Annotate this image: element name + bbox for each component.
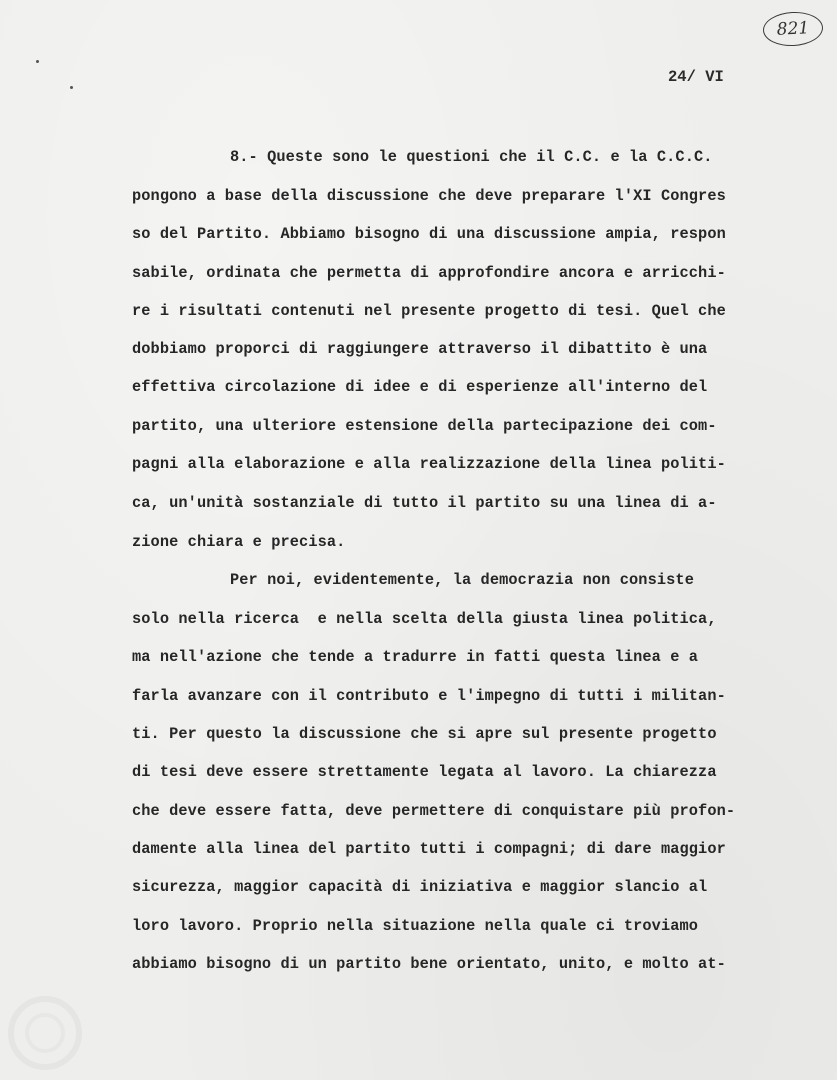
paper-speck [70,86,73,89]
text-line: 8.- Queste sono le questioni che il C.C. e la C.C.C. [230,148,713,166]
text-line: farla avanzare con il contributo e l'impegno di tutti i militan- [132,687,726,705]
text-line: solo nella ricerca e nella scelta della giusta linea politica, [132,610,717,628]
text-line: zione chiara e precisa. [132,533,346,551]
faint-watermark [0,955,120,1080]
text-line: abbiamo bisogno di un partito bene orientato, unito, e molto at- [132,955,726,973]
text-line: ca, un'unità sostanziale di tutto il partito su una linea di a- [132,494,717,512]
archive-stamp-number: 821 [762,10,824,47]
text-line: partito, una ulteriore estensione della partecipazione dei com- [132,417,717,435]
text-line: che deve essere fatta, deve permettere di conquistare più profon- [132,802,736,820]
text-line: di tesi deve essere strettamente legata al lavoro. La chiarezza [132,763,717,781]
text-line: ti. Per questo la discussione che si apre sul presente progetto [132,725,717,743]
page-number: 24/ VI [668,68,724,86]
text-line: sicurezza, maggior capacità di iniziativa e maggior slancio al [132,878,708,896]
text-line: so del Partito. Abbiamo bisogno di una discussione ampia, respon [132,225,726,243]
text-line: pagni alla elaborazione e alla realizzazione della linea politi- [132,455,726,473]
text-line: re i risultati contenuti nel presente progetto di tesi. Quel che [132,302,726,320]
text-line: dobbiamo proporci di raggiungere attraverso il dibattito è una [132,340,708,358]
text-line: damente alla linea del partito tutti i compagni; di dare maggior [132,840,726,858]
text-line: Per noi, evidentemente, la democrazia non consiste [230,571,694,589]
paper-speck [36,60,39,63]
text-line: sabile, ordinata che permetta di approfondire ancora e arricchi- [132,264,726,282]
text-line: pongono a base della discussione che deve preparare l'XI Congres [132,187,726,205]
text-line: ma nell'azione che tende a tradurre in fatti questa linea e a [132,648,699,666]
text-line: effettiva circolazione di idee e di esperienze all'interno del [132,378,708,396]
text-line: loro lavoro. Proprio nella situazione nella quale ci troviamo [132,917,699,935]
